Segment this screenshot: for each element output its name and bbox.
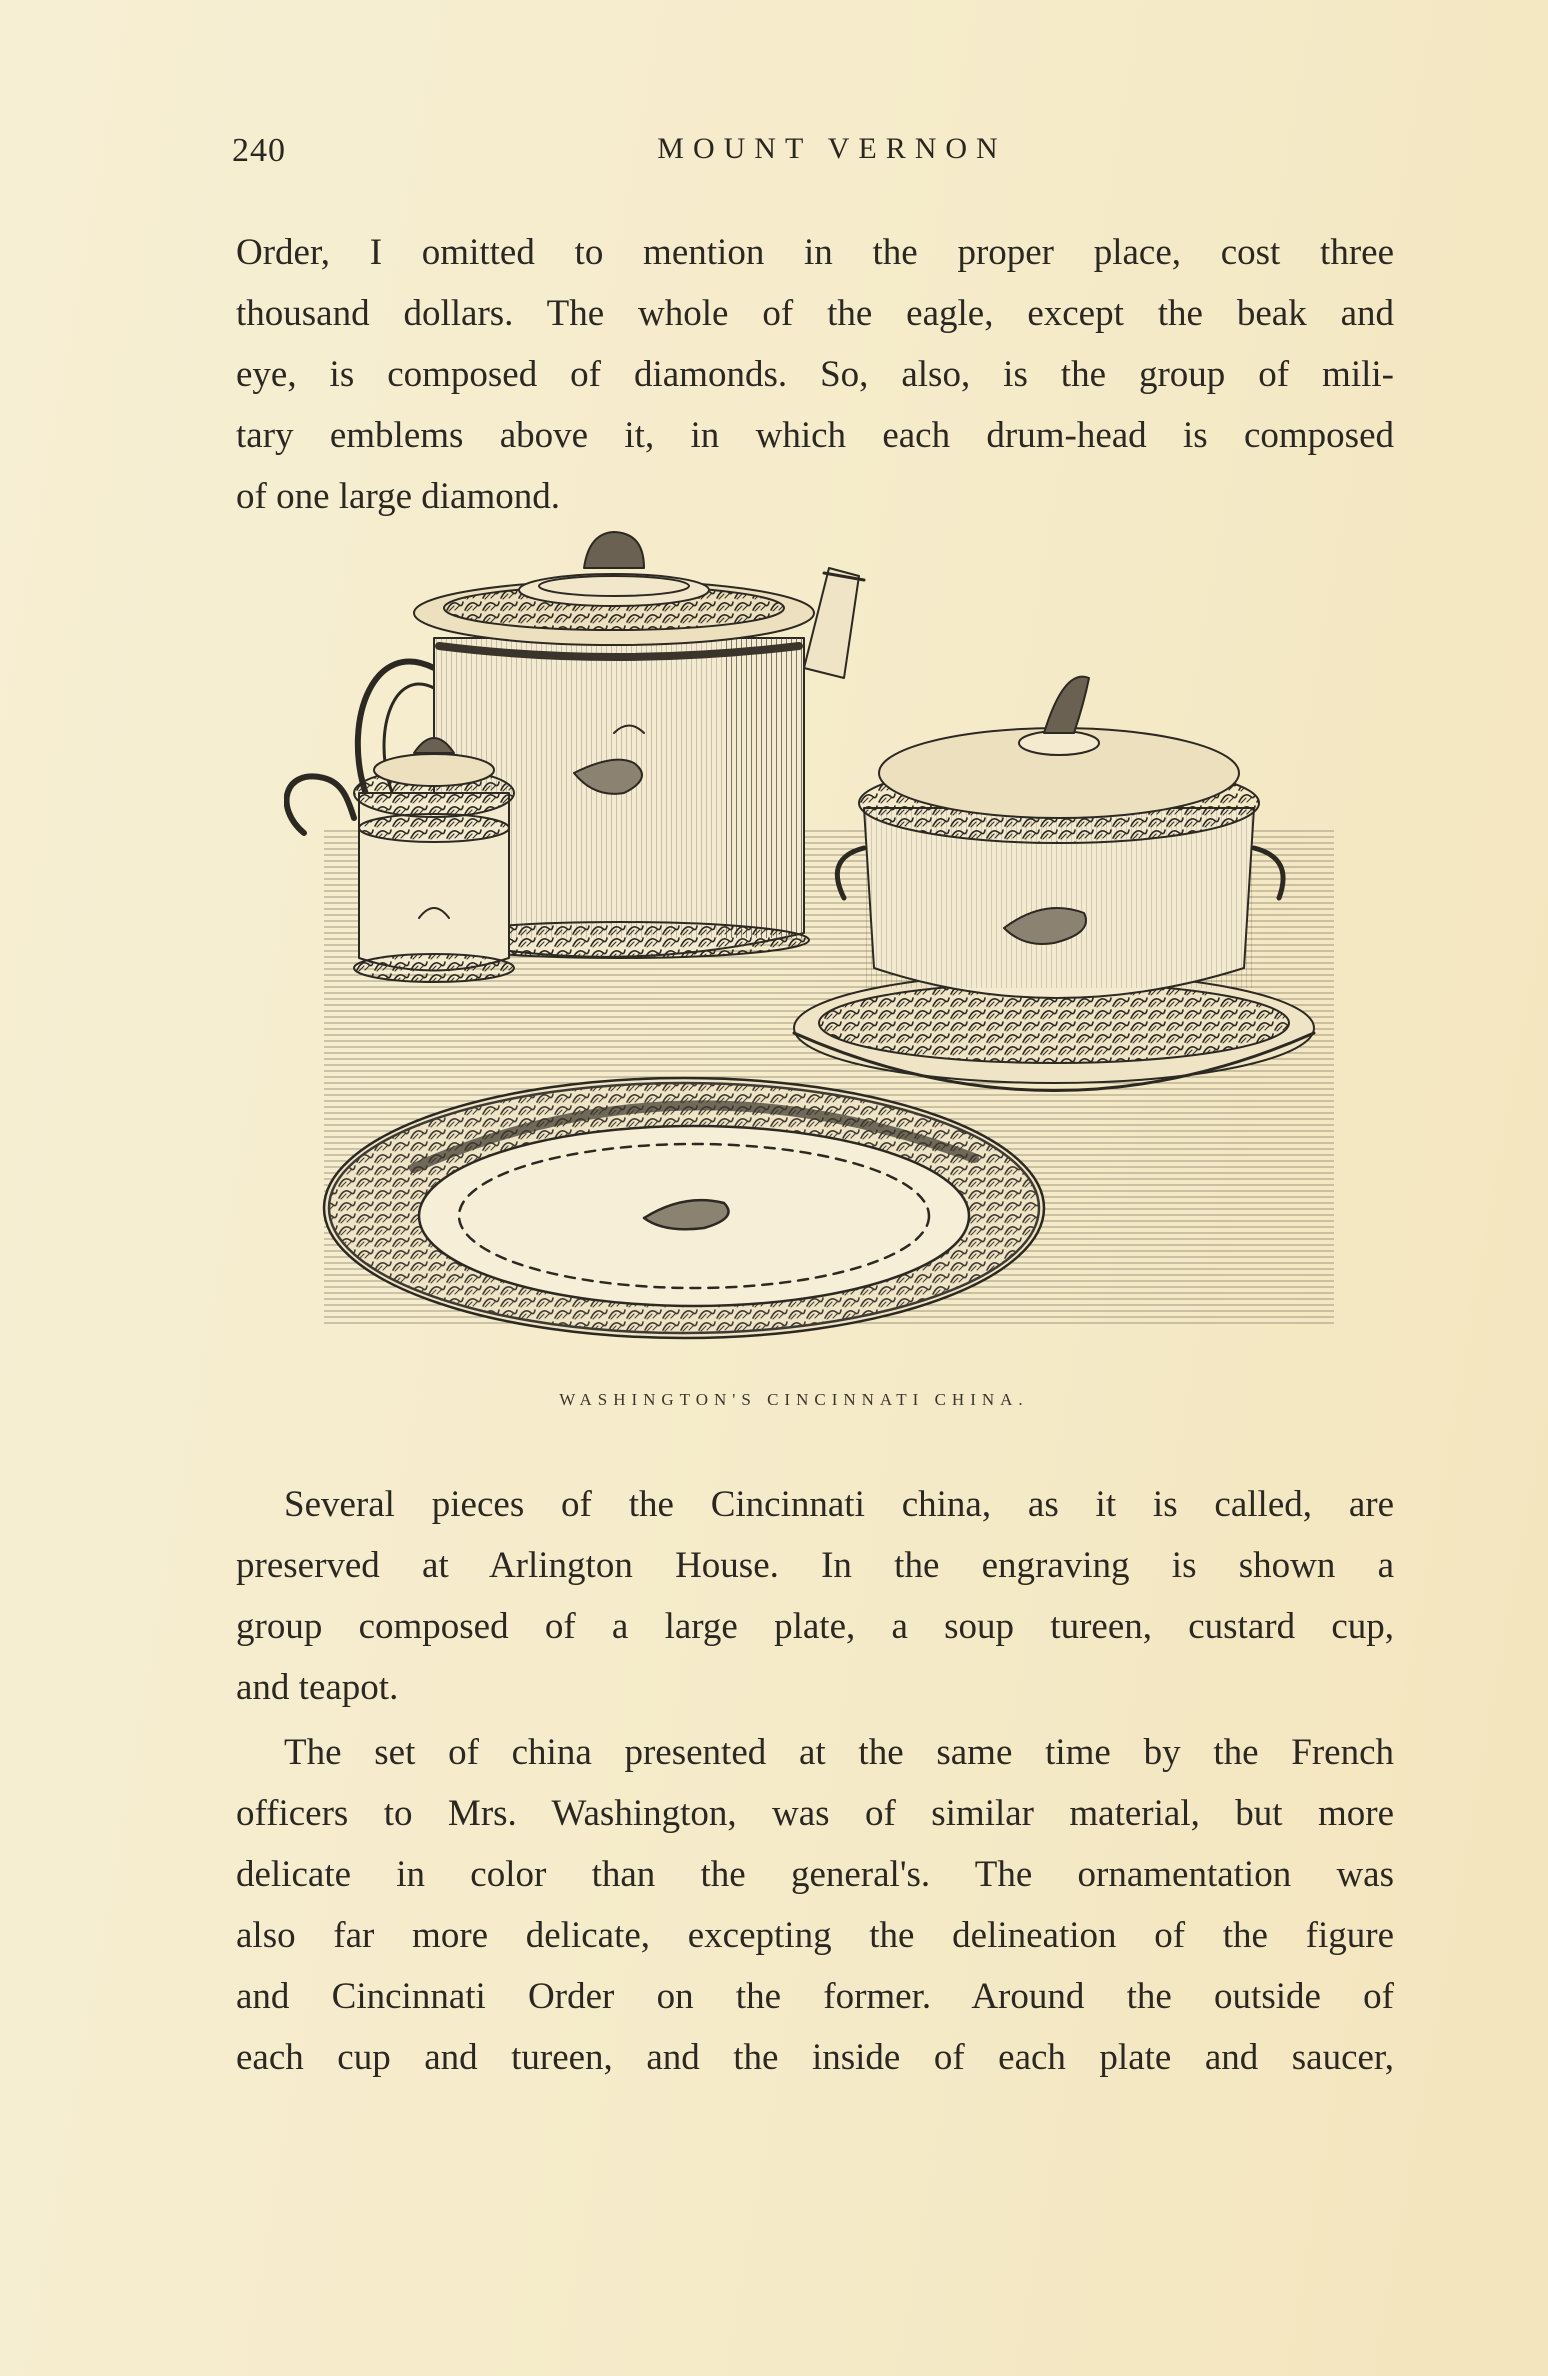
large-plate [324, 1078, 1044, 1338]
paragraph-3 [236, 1722, 1394, 2088]
text-line: Several pieces of the Cincinnati china, as it is called, are [284, 1484, 1394, 1525]
text-line: and Cincinnati Order on the former. Around the outside of [236, 1976, 1394, 2017]
figure-caption: WASHINGTON'S CINCINNATI CHINA. [559, 1390, 1029, 1409]
running-head: MOUNT VERNON [657, 132, 1007, 165]
text-line: group composed of a large plate, a soup tureen, custard cup, [236, 1606, 1394, 1647]
text-line: eye, is composed of diamonds. So, also, is the group of mili- [236, 354, 1394, 395]
paragraph-2 [236, 1474, 1394, 1718]
text-line: thousand dollars. The whole of the eagle, except the beak and [236, 293, 1394, 334]
soup-tureen [794, 677, 1314, 1091]
page-header [232, 132, 1392, 182]
text-line: Order, I omitted to mention in the proper place, cost three [236, 232, 1394, 273]
custard-cup [287, 738, 514, 982]
engraving-illustration [284, 528, 1364, 1364]
text-line: delicate in color than the general's. The ornamentation was [236, 1854, 1394, 1895]
text-line: each cup and tureen, and the inside of each plate and saucer, [236, 2037, 1394, 2078]
page-number: 240 [232, 132, 286, 169]
text-line: tary emblems above it, in which each drum-head is composed [236, 415, 1394, 456]
text-line: and teapot. [236, 1667, 399, 1708]
text-line: also far more delicate, excepting the delineation of the figure [236, 1915, 1394, 1956]
text-line: The set of china presented at the same time by the French [284, 1732, 1394, 1773]
text-line: of one large diamond. [236, 476, 561, 517]
text-line: officers to Mrs. Washington, was of similar material, but more [236, 1793, 1394, 1834]
text-line: preserved at Arlington House. In the engraving is shown a [236, 1545, 1394, 1586]
paragraph-1 [236, 222, 1394, 527]
